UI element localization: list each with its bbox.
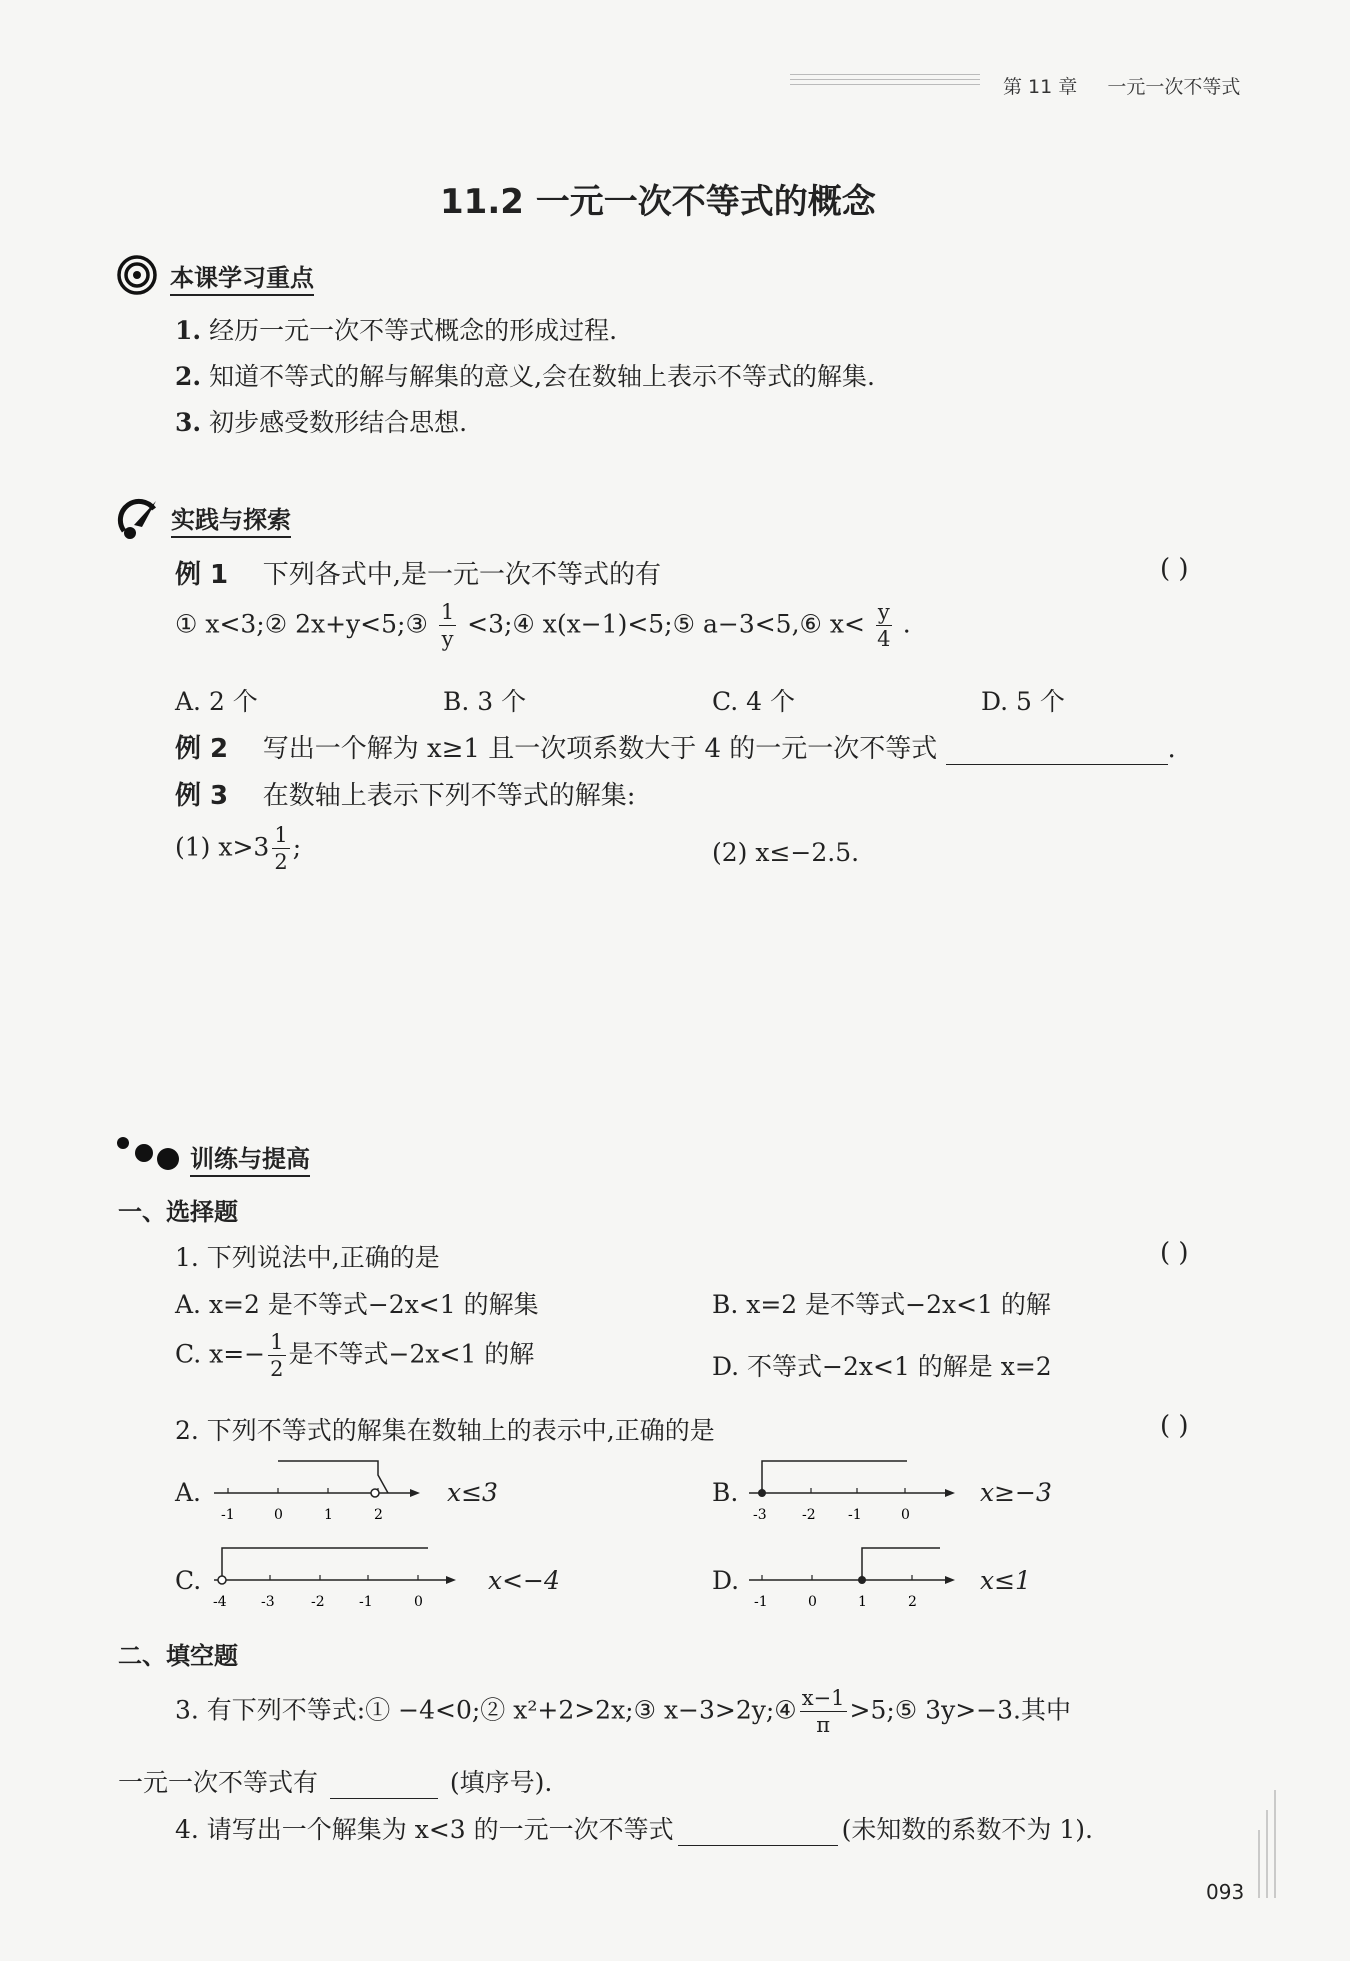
- period: .: [1167, 734, 1176, 764]
- example-2: [175, 728, 1176, 765]
- focus-item-number: 1.: [175, 316, 202, 345]
- focus-item-text: 知道不等式的解与解集的意义,会在数轴上表示不等式的解集.: [209, 362, 875, 391]
- tick-label: -1: [754, 1594, 768, 1610]
- example-label: 例 1: [175, 560, 229, 590]
- example-2-text: 写出一个解为 x≥1 且一次项系数大于 4 的一元一次不等式: [262, 734, 938, 764]
- fraction-denominator: 2: [274, 850, 288, 874]
- header-decoration-lines: [790, 74, 980, 92]
- fraction-numerator: 1: [270, 1330, 284, 1354]
- compass-icon: [116, 495, 162, 541]
- question-3-continuation: 一元一次不等式有: [118, 1768, 319, 1797]
- example-1-formulas: [175, 602, 911, 650]
- section-heading-focus: 本课学习重点: [170, 258, 314, 296]
- number-line-c: [210, 1540, 460, 1615]
- tick-label: -1: [359, 1594, 373, 1610]
- header-chapter: [1003, 72, 1240, 99]
- fraction-denominator: 2: [270, 1357, 284, 1381]
- question-4: [175, 1810, 1093, 1846]
- fraction: [439, 602, 456, 650]
- part-1-text: (1) x>3: [175, 832, 270, 862]
- q2-option-c-letter: C.: [175, 1566, 202, 1595]
- section-heading-practice: 实践与探索: [171, 500, 291, 538]
- example-1-text: 下列各式中,是一元一次不等式的有: [262, 560, 661, 590]
- answer-paren: ( ): [1160, 1238, 1189, 1268]
- option-b: B. 3 个: [443, 687, 527, 716]
- option-c: C. 4 个: [712, 687, 795, 716]
- q2-option-a-label: x≤3: [447, 1478, 498, 1507]
- tick-label: 2: [374, 1507, 383, 1523]
- tick-label: -2: [311, 1594, 325, 1610]
- section-heading-training: 训练与提高: [190, 1139, 310, 1177]
- tick-label: 0: [901, 1507, 910, 1523]
- tick-label: -2: [802, 1507, 816, 1523]
- formula-part: ① x<3;② 2x+y<5;③: [175, 609, 428, 639]
- question-3-text: 3. 有下列不等式:① −4<0;② x²+2>2x;③ x−3>2y;④: [175, 1695, 797, 1725]
- tick-label: 1: [324, 1507, 333, 1523]
- answer-blank[interactable]: [678, 1821, 838, 1846]
- fraction-numerator: y: [877, 600, 890, 624]
- tick-label: 2: [908, 1594, 917, 1610]
- fraction: [876, 602, 892, 650]
- number-line-b: [745, 1455, 960, 1530]
- example-3: [175, 775, 635, 812]
- tick-label: -3: [261, 1594, 275, 1610]
- question-1-option-c: [175, 1332, 534, 1380]
- fraction-denominator: π: [816, 1713, 831, 1737]
- example-3-text: 在数轴上表示下列不等式的解集:: [262, 781, 636, 811]
- q2-option-d-label: x≤1: [980, 1566, 1031, 1595]
- fraction-denominator: 4: [877, 627, 891, 651]
- option-c-suffix: 是不等式−2x<1 的解: [288, 1339, 535, 1369]
- question-1-option-a: A. x=2 是不等式−2x<1 的解集: [175, 1290, 539, 1319]
- focus-item-number: 2.: [175, 362, 202, 391]
- question-1-option-b: B. x=2 是不等式−2x<1 的解: [712, 1290, 1051, 1319]
- example-1-stem: [175, 554, 661, 591]
- option-c-prefix: C. x=−: [175, 1339, 266, 1369]
- question-4-hint: (未知数的系数不为 1).: [841, 1815, 1093, 1844]
- tick-label: 0: [808, 1594, 817, 1610]
- number-line-d: [745, 1540, 960, 1615]
- header-chapter-number: 第 11 章: [1003, 76, 1078, 98]
- question-3-text-end: >5;⑤ 3y>−3.其中: [849, 1695, 1071, 1725]
- tick-label: 1: [858, 1594, 867, 1610]
- part-heading-choice: 一、选择题: [118, 1198, 238, 1226]
- example-label: 例 2: [175, 734, 229, 764]
- q2-option-b-label: x≥−3: [980, 1478, 1052, 1507]
- q2-option-a-letter: A.: [175, 1478, 202, 1507]
- tick-label: -1: [221, 1507, 235, 1523]
- tick-label: 0: [274, 1507, 283, 1523]
- example-3-part-1: [175, 825, 301, 873]
- fraction-denominator: y: [441, 627, 454, 651]
- fraction: [272, 825, 289, 873]
- fraction-numerator: x−1: [801, 1686, 845, 1710]
- focus-item-2: [175, 357, 875, 393]
- question-3-line-1: [175, 1688, 1071, 1736]
- q2-option-b-letter: B.: [712, 1478, 739, 1507]
- example-label: 例 3: [175, 781, 229, 811]
- part-heading-fill: 二、填空题: [118, 1642, 238, 1670]
- fraction-numerator: 1: [440, 600, 455, 624]
- question-4-text: 4. 请写出一个解集为 x<3 的一元一次不等式: [175, 1815, 674, 1844]
- number-line-a: [210, 1455, 425, 1530]
- tick-label: -3: [753, 1507, 767, 1523]
- question-2-stem: 2. 下列不等式的解集在数轴上的表示中,正确的是: [175, 1416, 715, 1445]
- answer-blank[interactable]: [330, 1774, 438, 1799]
- focus-item-3: [175, 403, 467, 439]
- focus-item-text: 初步感受数形结合思想.: [209, 408, 468, 437]
- header-chapter-title: 一元一次不等式: [1107, 76, 1241, 98]
- tick-label: -4: [213, 1594, 227, 1610]
- fraction: [268, 1332, 285, 1380]
- fraction-numerator: 1: [274, 823, 288, 847]
- question-1-option-d: D. 不等式−2x<1 的解是 x=2: [712, 1352, 1052, 1381]
- question-3-line-2: [118, 1763, 552, 1799]
- formula-end: .: [902, 609, 911, 639]
- dots-icon: [114, 1132, 180, 1172]
- margin-decoration: [1255, 1780, 1285, 1900]
- fraction: [800, 1688, 847, 1736]
- q2-option-c-label: x<−4: [488, 1566, 560, 1595]
- question-1-stem: 1. 下列说法中,正确的是: [175, 1243, 440, 1272]
- target-icon: [116, 254, 158, 296]
- page-title: 11.2 一元一次不等式的概念: [440, 182, 876, 222]
- answer-paren: ( ): [1160, 1411, 1189, 1441]
- answer-paren: ( ): [1160, 554, 1189, 584]
- formula-part: <3;④ x(x−1)<5;⑤ a−3<5,⑥ x<: [467, 609, 865, 639]
- focus-item-1: [175, 311, 617, 347]
- q2-option-d-letter: D.: [712, 1566, 740, 1595]
- answer-blank[interactable]: [946, 740, 1168, 765]
- page-number: 093: [1206, 1880, 1245, 1904]
- option-d: D. 5 个: [981, 687, 1065, 716]
- focus-item-number: 3.: [175, 408, 202, 437]
- tick-label: 0: [414, 1594, 423, 1610]
- question-3-hint: (填序号).: [449, 1768, 553, 1797]
- tick-label: -1: [848, 1507, 862, 1523]
- semicolon: ;: [292, 832, 302, 862]
- option-a: A. 2 个: [175, 687, 258, 716]
- example-3-part-2: (2) x≤−2.5.: [712, 838, 860, 867]
- focus-item-text: 经历一元一次不等式概念的形成过程.: [209, 316, 618, 345]
